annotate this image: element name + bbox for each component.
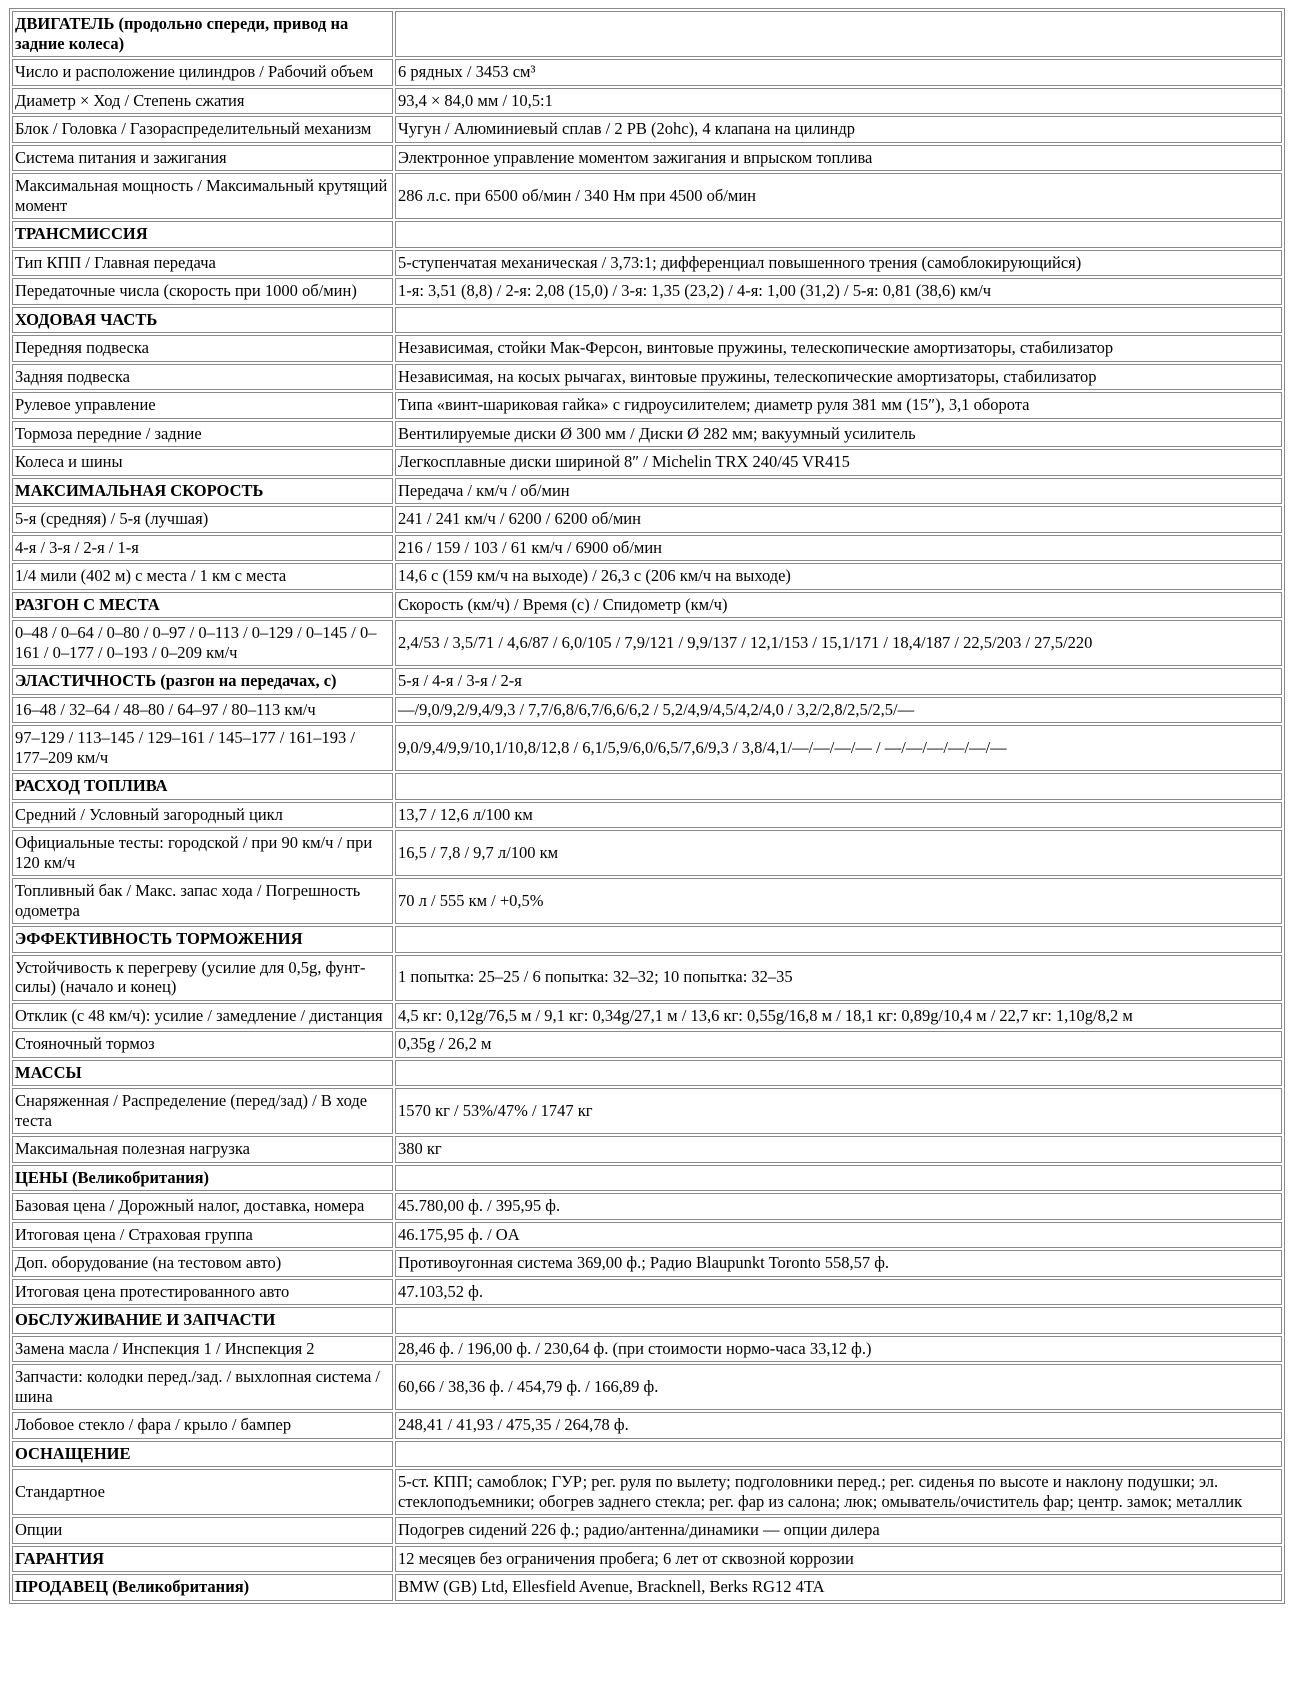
table-row bbox=[12, 506, 1282, 533]
spec-label: Отклик (с 48 км/ч): усилие / замедление / дистанция bbox=[12, 1003, 393, 1030]
spec-label: 16–48 / 32–64 / 48–80 / 64–97 / 80–113 км/ч bbox=[12, 697, 393, 724]
spec-value bbox=[395, 1165, 1282, 1192]
spec-value bbox=[395, 926, 1282, 953]
spec-label: Система питания и зажигания bbox=[12, 145, 393, 172]
spec-label: Тип КПП / Главная передача bbox=[12, 250, 393, 277]
section-header-row bbox=[12, 221, 1282, 248]
section-header-row bbox=[12, 1165, 1282, 1192]
spec-label: Запчасти: колодки перед./зад. / выхлопная система / шина bbox=[12, 1364, 393, 1410]
spec-value: Независимая, стойки Мак-Ферсон, винтовые пружины, телескопические амортизаторы, стабилизатор bbox=[395, 335, 1282, 362]
section-title: ЦЕНЫ (Великобритания) bbox=[12, 1165, 393, 1192]
table-row bbox=[12, 1469, 1282, 1515]
spec-value: 5-ступенчатая механическая / 3,73:1; дифференциал повышенного трения (самоблокирующийся) bbox=[395, 250, 1282, 277]
spec-value: 6 рядных / 3453 см³ bbox=[395, 59, 1282, 86]
table-row bbox=[12, 1222, 1282, 1249]
spec-value: Передача / км/ч / об/мин bbox=[395, 478, 1282, 505]
table-row bbox=[12, 1250, 1282, 1277]
table-row bbox=[12, 563, 1282, 590]
spec-value: 5-я / 4-я / 3-я / 2-я bbox=[395, 668, 1282, 695]
spec-label: Устойчивость к перегреву (усилие для 0,5g, фунт-силы) (начало и конец) bbox=[12, 955, 393, 1001]
table-row bbox=[12, 697, 1282, 724]
spec-label: Задняя подвеска bbox=[12, 364, 393, 391]
spec-label: Рулевое управление bbox=[12, 392, 393, 419]
spec-value bbox=[395, 11, 1282, 57]
table-row bbox=[12, 145, 1282, 172]
table-row bbox=[12, 392, 1282, 419]
spec-value: 248,41 / 41,93 / 475,35 / 264,78 ф. bbox=[395, 1412, 1282, 1439]
spec-value: 47.103,52 ф. bbox=[395, 1279, 1282, 1306]
spec-label: Стояночный тормоз bbox=[12, 1031, 393, 1058]
section-header-row bbox=[12, 1574, 1282, 1601]
spec-label: Базовая цена / Дорожный налог, доставка, номера bbox=[12, 1193, 393, 1220]
spec-value: Типа «винт-шариковая гайка» с гидроусилителем; диаметр руля 381 мм (15″), 3,1 оборота bbox=[395, 392, 1282, 419]
spec-value bbox=[395, 221, 1282, 248]
table-row bbox=[12, 1088, 1282, 1134]
table-row bbox=[12, 1336, 1282, 1363]
spec-value: 4,5 кг: 0,12g/76,5 м / 9,1 кг: 0,34g/27,1 м / 13,6 кг: 0,55g/16,8 м / 18,1 кг: 0,89g/10,4 м / 22,7 кг: 1,10g/8,2 м bbox=[395, 1003, 1282, 1030]
section-header-row bbox=[12, 11, 1282, 57]
section-title: РАЗГОН С МЕСТА bbox=[12, 592, 393, 619]
spec-value: 45.780,00 ф. / 395,95 ф. bbox=[395, 1193, 1282, 1220]
spec-label: 0–48 / 0–64 / 0–80 / 0–97 / 0–113 / 0–129 / 0–145 / 0–161 / 0–177 / 0–193 / 0–209 км/ч bbox=[12, 620, 393, 666]
spec-value: 1570 кг / 53%/47% / 1747 кг bbox=[395, 1088, 1282, 1134]
spec-label: 1/4 мили (402 м) с места / 1 км с места bbox=[12, 563, 393, 590]
table-row bbox=[12, 955, 1282, 1001]
table-row bbox=[12, 173, 1282, 219]
table-row bbox=[12, 725, 1282, 771]
spec-value bbox=[395, 1307, 1282, 1334]
table-row bbox=[12, 830, 1282, 876]
spec-value: 12 месяцев без ограничения пробега; 6 лет от сквозной коррозии bbox=[395, 1546, 1282, 1573]
section-title: МАКСИМАЛЬНАЯ СКОРОСТЬ bbox=[12, 478, 393, 505]
spec-value: 46.175,95 ф. / OA bbox=[395, 1222, 1282, 1249]
spec-value: 286 л.с. при 6500 об/мин / 340 Нм при 4500 об/мин bbox=[395, 173, 1282, 219]
spec-label: Итоговая цена / Страховая группа bbox=[12, 1222, 393, 1249]
spec-value: 70 л / 555 км / +0,5% bbox=[395, 878, 1282, 924]
table-row bbox=[12, 421, 1282, 448]
table-row bbox=[12, 878, 1282, 924]
spec-label: Колеса и шины bbox=[12, 449, 393, 476]
section-title: ОСНАЩЕНИЕ bbox=[12, 1441, 393, 1468]
spec-value: 241 / 241 км/ч / 6200 / 6200 об/мин bbox=[395, 506, 1282, 533]
section-header-row bbox=[12, 773, 1282, 800]
spec-label: Передаточные числа (скорость при 1000 об/мин) bbox=[12, 278, 393, 305]
spec-label: Диаметр × Ход / Степень сжатия bbox=[12, 88, 393, 115]
spec-value: BMW (GB) Ltd, Ellesfield Avenue, Bracknell, Berks RG12 4TA bbox=[395, 1574, 1282, 1601]
spec-value: 1 попытка: 25–25 / 6 попытка: 32–32; 10 попытка: 32–35 bbox=[395, 955, 1282, 1001]
spec-value: Противоугонная система 369,00 ф.; Радио Blaupunkt Toronto 558,57 ф. bbox=[395, 1250, 1282, 1277]
section-header-row bbox=[12, 307, 1282, 334]
spec-label: 97–129 / 113–145 / 129–161 / 145–177 / 161–193 / 177–209 км/ч bbox=[12, 725, 393, 771]
section-header-row bbox=[12, 1441, 1282, 1468]
spec-value bbox=[395, 1060, 1282, 1087]
spec-value: 216 / 159 / 103 / 61 км/ч / 6900 об/мин bbox=[395, 535, 1282, 562]
spec-label: Доп. оборудование (на тестовом авто) bbox=[12, 1250, 393, 1277]
section-title: ТРАНСМИССИЯ bbox=[12, 221, 393, 248]
section-header-row bbox=[12, 1060, 1282, 1087]
table-row bbox=[12, 1031, 1282, 1058]
spec-value: 5-ст. КПП; самоблок; ГУР; рег. руля по вылету; подголовники перед.; рег. сиденья по высоте и наклону подушки; эл. стеклоподъемники; обогрев заднего стекла; рег. фар из салона; люк; омыватель/очиститель фар; центр. замок; металлик bbox=[395, 1469, 1282, 1515]
table-row bbox=[12, 1517, 1282, 1544]
spec-value: Вентилируемые диски Ø 300 мм / Диски Ø 282 мм; вакуумный усилитель bbox=[395, 421, 1282, 448]
spec-label: Блок / Головка / Газораспределительный механизм bbox=[12, 116, 393, 143]
table-row bbox=[12, 1279, 1282, 1306]
section-title: ОБСЛУЖИВАНИЕ И ЗАПЧАСТИ bbox=[12, 1307, 393, 1334]
spec-label: Итоговая цена протестированного авто bbox=[12, 1279, 393, 1306]
spec-label: Стандартное bbox=[12, 1469, 393, 1515]
spec-label: Тормоза передние / задние bbox=[12, 421, 393, 448]
spec-value: Скорость (км/ч) / Время (с) / Спидометр (км/ч) bbox=[395, 592, 1282, 619]
table-row bbox=[12, 535, 1282, 562]
table-row bbox=[12, 1136, 1282, 1163]
section-title: ПРОДАВЕЦ (Великобритания) bbox=[12, 1574, 393, 1601]
spec-value: Электронное управление моментом зажигания и впрыском топлива bbox=[395, 145, 1282, 172]
table-row bbox=[12, 1003, 1282, 1030]
spec-label: Средний / Условный загородный цикл bbox=[12, 802, 393, 829]
table-row bbox=[12, 335, 1282, 362]
spec-value: 60,66 / 38,36 ф. / 454,79 ф. / 166,89 ф. bbox=[395, 1364, 1282, 1410]
spec-value: 380 кг bbox=[395, 1136, 1282, 1163]
spec-label: Лобовое стекло / фара / крыло / бампер bbox=[12, 1412, 393, 1439]
spec-label: Топливный бак / Макс. запас хода / Погрешность одометра bbox=[12, 878, 393, 924]
spec-value: Легкосплавные диски шириной 8″ / Michelin TRX 240/45 VR415 bbox=[395, 449, 1282, 476]
spec-value: 2,4/53 / 3,5/71 / 4,6/87 / 6,0/105 / 7,9/121 / 9,9/137 / 12,1/153 / 15,1/171 / 18,4/187 / 22,5/203 / 27,5/220 bbox=[395, 620, 1282, 666]
table-row bbox=[12, 449, 1282, 476]
spec-value: 14,6 с (159 км/ч на выходе) / 26,3 с (206 км/ч на выходе) bbox=[395, 563, 1282, 590]
spec-table-body bbox=[12, 11, 1282, 1601]
spec-value: 16,5 / 7,8 / 9,7 л/100 км bbox=[395, 830, 1282, 876]
table-row bbox=[12, 59, 1282, 86]
table-row bbox=[12, 1412, 1282, 1439]
section-header-row bbox=[12, 592, 1282, 619]
spec-value: Подогрев сидений 226 ф.; радио/антенна/динамики — опции дилера bbox=[395, 1517, 1282, 1544]
spec-value: 93,4 × 84,0 мм / 10,5:1 bbox=[395, 88, 1282, 115]
spec-label: Максимальная полезная нагрузка bbox=[12, 1136, 393, 1163]
spec-value: 9,0/9,4/9,9/10,1/10,8/12,8 / 6,1/5,9/6,0/6,5/7,6/9,3 / 3,8/4,1/—/—/—/— / —/—/—/—/—/— bbox=[395, 725, 1282, 771]
section-title: РАСХОД ТОПЛИВА bbox=[12, 773, 393, 800]
spec-label: Снаряженная / Распределение (перед/зад) / В ходе теста bbox=[12, 1088, 393, 1134]
spec-label: 4-я / 3-я / 2-я / 1-я bbox=[12, 535, 393, 562]
section-title: ГАРАНТИЯ bbox=[12, 1546, 393, 1573]
section-title: ДВИГАТЕЛЬ (продольно спереди, привод на задние колеса) bbox=[12, 11, 393, 57]
spec-value: Чугун / Алюминиевый сплав / 2 РВ (2ohc), 4 клапана на цилиндр bbox=[395, 116, 1282, 143]
section-title: ХОДОВАЯ ЧАСТЬ bbox=[12, 307, 393, 334]
spec-value bbox=[395, 1441, 1282, 1468]
spec-value: 28,46 ф. / 196,00 ф. / 230,64 ф. (при стоимости нормо-часа 33,12 ф.) bbox=[395, 1336, 1282, 1363]
table-row bbox=[12, 250, 1282, 277]
spec-label: Максимальная мощность / Максимальный крутящий момент bbox=[12, 173, 393, 219]
section-title: ЭФФЕКТИВНОСТЬ ТОРМОЖЕНИЯ bbox=[12, 926, 393, 953]
spec-label: Опции bbox=[12, 1517, 393, 1544]
spec-label: Передняя подвеска bbox=[12, 335, 393, 362]
spec-value: 0,35g / 26,2 м bbox=[395, 1031, 1282, 1058]
table-row bbox=[12, 1364, 1282, 1410]
spec-label: 5-я (средняя) / 5-я (лучшая) bbox=[12, 506, 393, 533]
section-header-row bbox=[12, 926, 1282, 953]
spec-value bbox=[395, 307, 1282, 334]
spec-table bbox=[9, 8, 1285, 1604]
section-header-row bbox=[12, 668, 1282, 695]
spec-value bbox=[395, 773, 1282, 800]
section-header-row bbox=[12, 1307, 1282, 1334]
section-header-row bbox=[12, 1546, 1282, 1573]
table-row bbox=[12, 88, 1282, 115]
section-title: МАССЫ bbox=[12, 1060, 393, 1087]
spec-value: 13,7 / 12,6 л/100 км bbox=[395, 802, 1282, 829]
table-row bbox=[12, 364, 1282, 391]
spec-value: 1-я: 3,51 (8,8) / 2-я: 2,08 (15,0) / 3-я: 1,35 (23,2) / 4-я: 1,00 (31,2) / 5-я: 0,81 (38,6) км/ч bbox=[395, 278, 1282, 305]
table-row bbox=[12, 802, 1282, 829]
table-row bbox=[12, 620, 1282, 666]
spec-label: Замена масла / Инспекция 1 / Инспекция 2 bbox=[12, 1336, 393, 1363]
section-header-row bbox=[12, 478, 1282, 505]
spec-value: Независимая, на косых рычагах, винтовые пружины, телескопические амортизаторы, стабилизатор bbox=[395, 364, 1282, 391]
table-row bbox=[12, 116, 1282, 143]
spec-label: Число и расположение цилиндров / Рабочий объем bbox=[12, 59, 393, 86]
table-row bbox=[12, 278, 1282, 305]
spec-value: —/9,0/9,2/9,4/9,3 / 7,7/6,8/6,7/6,6/6,2 / 5,2/4,9/4,5/4,2/4,0 / 3,2/2,8/2,5/2,5/— bbox=[395, 697, 1282, 724]
spec-label: Официальные тесты: городской / при 90 км/ч / при 120 км/ч bbox=[12, 830, 393, 876]
table-row bbox=[12, 1193, 1282, 1220]
section-title: ЭЛАСТИЧНОСТЬ (разгон на передачах, с) bbox=[12, 668, 393, 695]
